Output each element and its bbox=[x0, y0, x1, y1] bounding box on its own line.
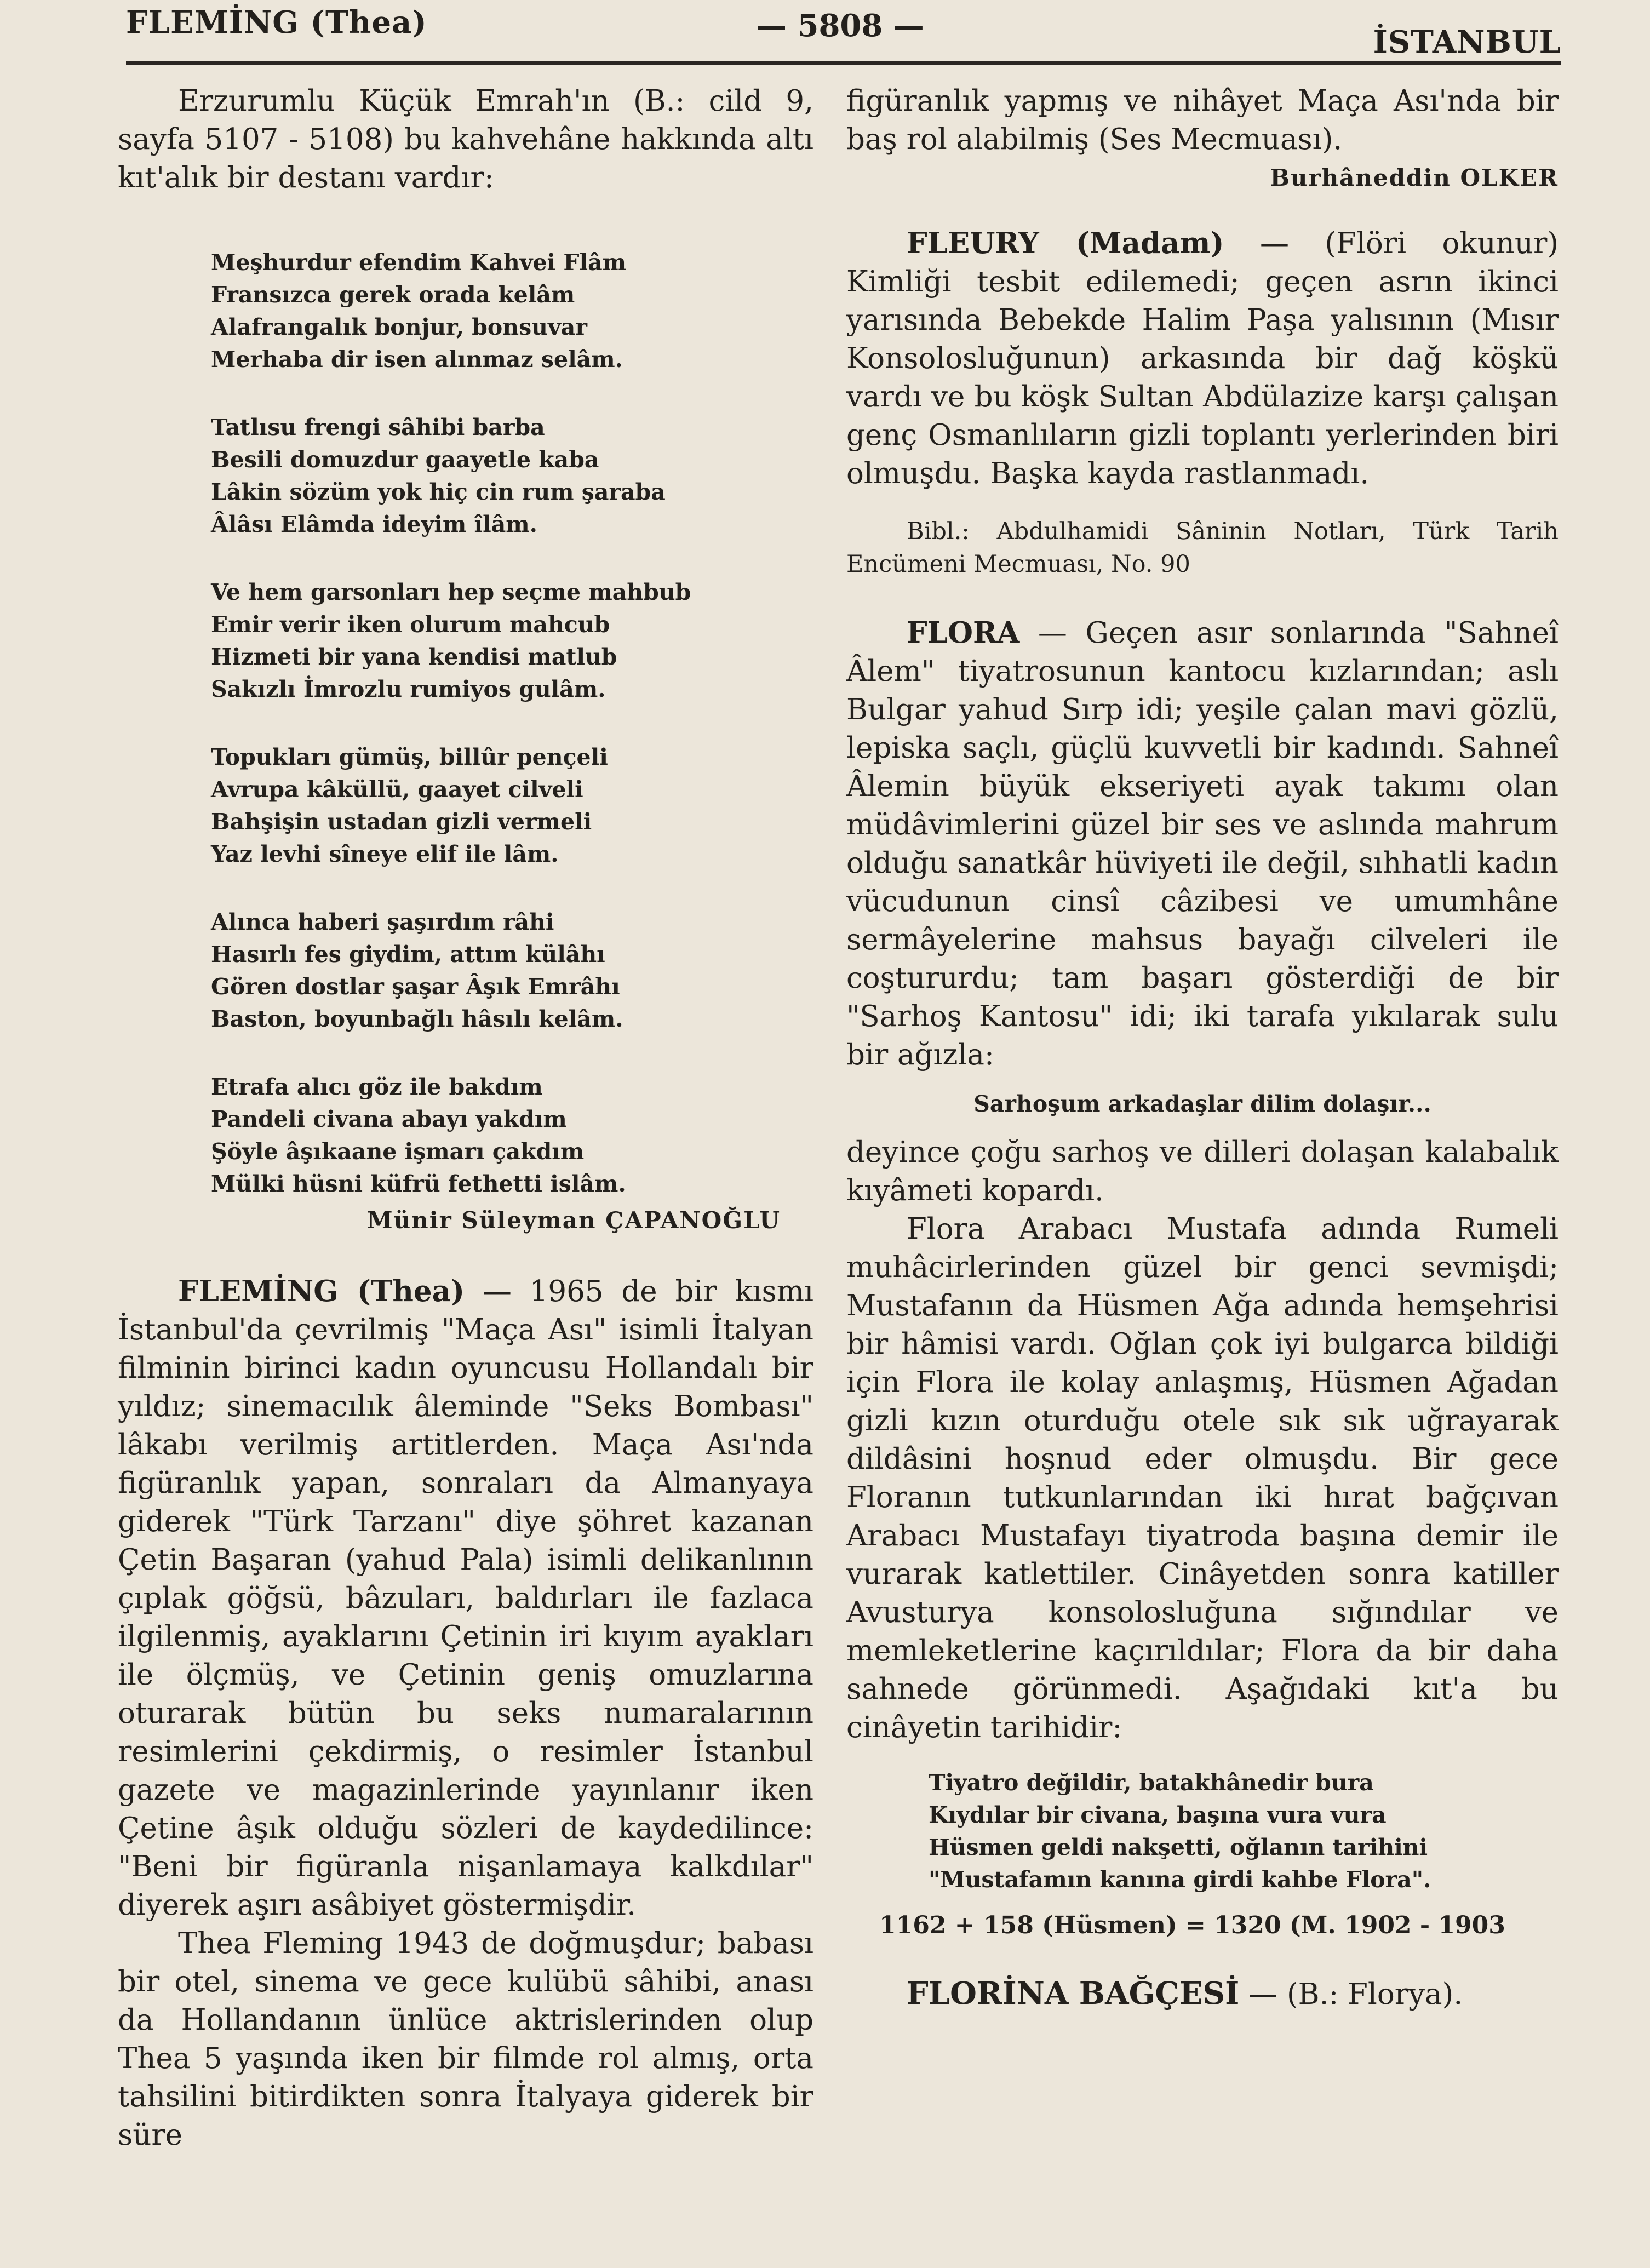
page-number: — 5808 — bbox=[756, 8, 924, 44]
poem-line: Tatlısu frengi sâhibi barba bbox=[211, 414, 545, 440]
entry-florina-paragraph bbox=[846, 1974, 1559, 2014]
entry-flora-text: — Geçen asır sonlarında "Sahneî Âlem" tiyatrosunun kantocu kızlarından; aslı Bulgar yahud Sırp idi; yeşile çalan mavi gözlü, lepiska saçlı, güçlü kuvvetli bir kadındı. Sahneî Âlemin büyük ekseriyeti ayak takımı olan müdâvimlerini güzel bir ses ve aslında mahrum olduğu sanatkâr hüviyeti ile değil, sıhhatli kadın vücudunun cinsî câzibesi ve umumhâne sermâyelerine mahsus bayağı cilveleri ile coştururdu; tam başarı gösterdiği de bir "Sarhoş Kantosu" idi; iki tarafa yıkılarak sulu bir ağızla: bbox=[846, 616, 1559, 1072]
poem-line: Alınca haberi şaşırdım râhi bbox=[211, 909, 554, 935]
entry-fleury-heading: FLEURY (Madam) bbox=[907, 226, 1224, 260]
entry-flora-paragraph-2: deyince çoğu sarhoş ve dilleri dolaşan kalabalık kıyâmeti kopardı. bbox=[846, 1136, 1559, 1207]
poem-author: Münir Süleyman ÇAPANOĞLU bbox=[367, 1207, 781, 1234]
entry-flora-paragraph bbox=[846, 614, 1559, 1074]
poem-line: Etrafa alıcı göz ile bakdım bbox=[211, 1074, 543, 1100]
entry-flora-paragraph-3: Flora Arabacı Mustafa adında Rumeli muhâcirlerinden güzel bir genci sevmişdi; Mustafanın da Hüsmen Ağa adında hemşehrisi bir hâmisi vardı. Oğlan çok iyi bulgarca bildiği için Flora ile kolay anlaşmış, Hüsmen Ağadan gizli kızın oturduğu otele sık sık uğrayarak dildâsini hoşnud eder olmuşdu. Bir gece Floranın tutkunlarından iki hırat bağçıvan Arabacı Mustafayı tiyatroda başına demir ile vurarak katlettiler. Cinâyetden sonra katiller Avusturya konsolosluğuna sığındılar ve memleketlerine kaçırıldılar; Flora da bir daha sahnede görünmedi. Aşağıdaki kıt'a bu cinâyetin tarihidir: bbox=[846, 1212, 1559, 1744]
poem-stanza bbox=[211, 1071, 813, 1200]
page-header bbox=[126, 0, 1561, 66]
flora-chronogram: 1162 + 158 (Hüsmen) = 1320 (M. 1902 - 1903 bbox=[879, 1911, 1505, 1939]
entry-fleming-paragraph-2: Thea Fleming 1943 de doğmuşdur; babası bir otel, sinema ve gece kulübü sâhibi, anası da Hollandanın ünlüce aktrislerinden olup Thea 5 yaşında iken bir filmde rol almış, orta tahsilini bitirdikten sonra İtalyaya giderek bir süre bbox=[118, 1927, 813, 2152]
poem-stanza bbox=[211, 906, 813, 1035]
entry-fleury-paragraph bbox=[846, 224, 1559, 493]
poem-line: Pandeli civana abayı yakdım bbox=[211, 1106, 567, 1132]
poem-line: Gören dostlar şaşar Âşık Emrâhı bbox=[211, 973, 620, 1000]
right-column bbox=[846, 82, 1559, 2014]
poem-line: Topukları gümüş, billûr pençeli bbox=[211, 744, 608, 770]
entry-fleury-bibliography: Bibl.: Abdulhamidi Sâninin Notları, Türk Tarih Encümeni Mecmuası, No. 90 bbox=[846, 518, 1559, 578]
entry-flora-heading: FLORA bbox=[907, 616, 1020, 650]
poem-stanza bbox=[211, 576, 813, 706]
poem-line: Bahşişin ustadan gizli vermeli bbox=[211, 809, 592, 835]
continued-author: Burhâneddin OLKER bbox=[1270, 164, 1559, 191]
poem-line: Ve hem garsonları hep seçme mahbub bbox=[211, 579, 691, 605]
poem-line: Besili domuzdur gaayetle kaba bbox=[211, 446, 599, 473]
poem-line: Yaz levhi sîneye elif ile lâm. bbox=[211, 841, 559, 867]
poem-line: Hizmeti bir yana kendisi matlub bbox=[211, 644, 617, 670]
header-volume-title: İSTANBUL bbox=[1373, 24, 1561, 60]
poem-line: Emir verir iken olurum mahcub bbox=[211, 611, 610, 638]
intro-paragraph: Erzurumlu Küçük Emrah'ın (B.: cild 9, sayfa 5107 - 5108) bu kahvehâne hakkında altı kıt'alık bir destanı vardır: bbox=[118, 84, 813, 194]
entry-fleming-paragraph bbox=[118, 1272, 813, 1925]
header-rule bbox=[126, 61, 1561, 65]
flora-quote: Sarhoşum arkadaşlar dilim dolaşır... bbox=[973, 1091, 1431, 1117]
poem-line: Fransızca gerek orada kelâm bbox=[211, 282, 575, 308]
poem-line: Hasırlı fes giydim, attım külâhı bbox=[211, 941, 605, 967]
entry-fleury-text: — (Flöri okunur) Kimliği tesbit edilemedi; geçen asrın ikinci yarısında Bebekde Halim Paşa yalısının (Mısır Konsolosluğunun) arkasında bir dağ köşkü vardı ve bu köşk Sultan Abdülazize karşı çalışan genç Osmanlıların gizli toplantı yerlerinden biri olmuşdu. Başka kayda rastlanmadı. bbox=[846, 227, 1559, 490]
verse-line: "Mustafamın kanına girdi kahbe Flora". bbox=[929, 1866, 1431, 1893]
poem-stanza bbox=[211, 411, 813, 541]
destan-poem bbox=[118, 247, 813, 1200]
flora-verse bbox=[846, 1767, 1559, 1896]
entry-florina-heading: FLORİNA BAĞÇESİ bbox=[907, 1975, 1240, 2012]
poem-line: Meşhurdur efendim Kahvei Flâm bbox=[211, 249, 627, 276]
poem-line: Şöyle âşıkaane işmarı çakdım bbox=[211, 1138, 585, 1165]
entry-fleming-heading: FLEMİNG (Thea) bbox=[178, 1274, 465, 1308]
left-column bbox=[118, 82, 813, 2155]
verse-line: Hüsmen geldi nakşetti, oğlanın tarihini bbox=[929, 1834, 1428, 1860]
poem-line: Âlâsı Elâmda ideyim îlâm. bbox=[211, 511, 537, 537]
verse-line: Kıydılar bir civana, başına vura vura bbox=[929, 1802, 1387, 1828]
poem-line: Sakızlı İmrozlu rumiyos gulâm. bbox=[211, 676, 606, 702]
verse-line: Tiyatro değildir, batakhânedir bura bbox=[929, 1769, 1374, 1796]
header-entry-range: FLEMİNG (Thea) bbox=[126, 4, 427, 41]
poem-line: Lâkin sözüm yok hiç cin rum şaraba bbox=[211, 479, 666, 505]
entry-florina-text: — (B.: Florya). bbox=[1239, 1978, 1463, 2011]
poem-stanza bbox=[211, 247, 813, 376]
entry-fleming-text: — 1965 de bir kısmı İstanbul'da çevrilmiş "Maça Ası" isimli İtalyan filminin birinci kadın oyuncusu Hollandalı bir yıldız; sinemacılık âleminde "Seks Bombası" lâkabı verilmiş artitlerden. Maça Ası'nda figüranlık yapan, sonraları da Almanyaya giderek "Türk Tarzanı" diye şöhret kazanan Çetin Başaran (yahud Pala) isimli delikanlının çıplak göğsü, bâzuları, baldırları ile fazlaca ilgilenmiş, ayaklarını Çetinin iri kıyım ayakları ile ölçmüş, ve Çetinin geniş omuzlarına oturarak bütün bu seks numaralarının resimlerini çekdirmiş, o resimler İstanbul gazete ve magazinlerinde yayınlanır iken Çetine âşık olduğu sözleri de kaydedilince: "Beni bir figüranla nişanlamaya kalkdılar" diyerek aşırı asâbiyet göstermişdir. bbox=[118, 1275, 813, 1922]
poem-line: Alafrangalık bonjur, bonsuvar bbox=[211, 314, 587, 340]
poem-line: Baston, boyunbağlı hâsılı kelâm. bbox=[211, 1006, 623, 1032]
poem-line: Merhaba dir isen alınmaz selâm. bbox=[211, 346, 623, 373]
continued-paragraph: figüranlık yapmış ve nihâyet Maça Ası'nda bir baş rol alabilmiş (Ses Mecmuası). bbox=[846, 84, 1559, 156]
poem-line: Avrupa kâküllü, gaayet cilveli bbox=[211, 776, 583, 803]
poem-line: Mülki hüsni küfrü fethetti islâm. bbox=[211, 1171, 626, 1197]
poem-stanza bbox=[211, 741, 813, 870]
